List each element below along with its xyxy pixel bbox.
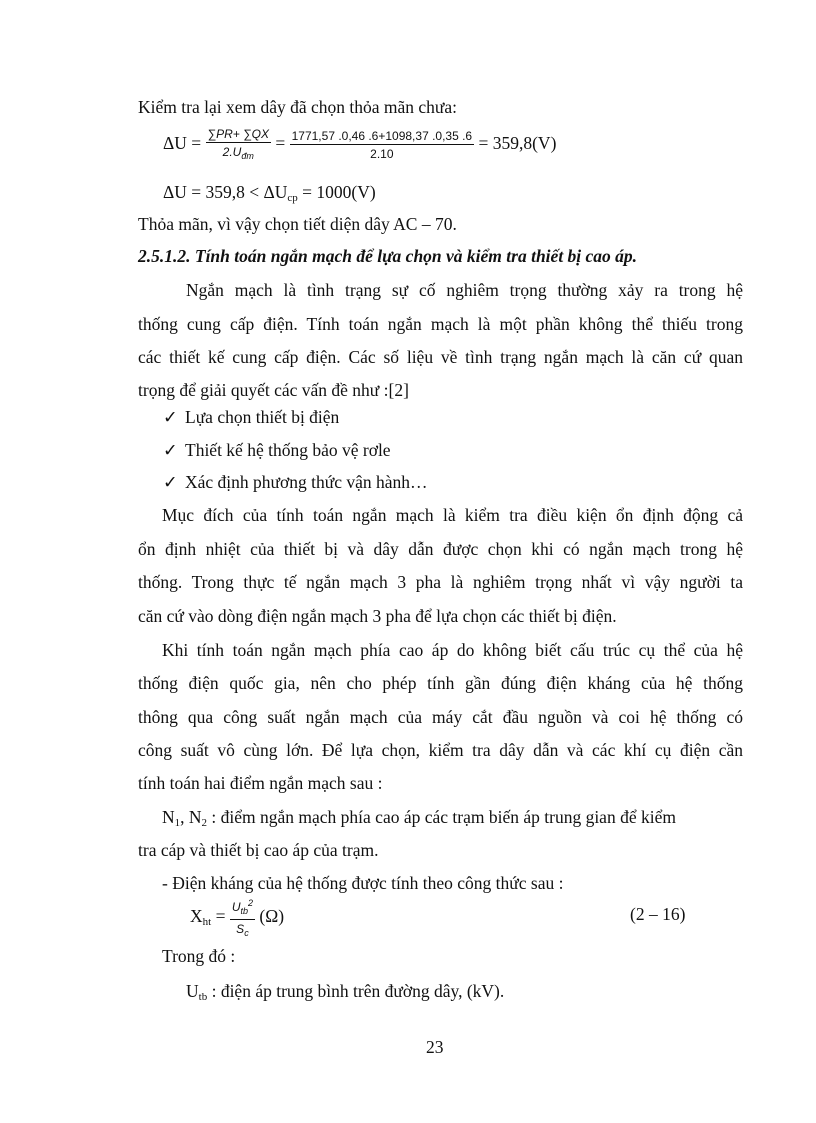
para2-line-2: ổn định nhiệt của thiết bị và dây dẫn được chọn khi có ngắn mạch trong hệ <box>138 539 743 559</box>
eq3-num-u: U <box>231 900 241 914</box>
eq2-part-a: ΔU = 359,8 < ΔU <box>163 182 288 202</box>
para2-line-4: căn cứ vào dòng điện ngắn mạch 3 pha để lựa chọn các thiết bị điện. <box>138 606 617 626</box>
eq1-f1-numerator: ∑PR+ ∑QX <box>207 127 269 141</box>
eq1-fraction-symbolic <box>206 126 271 164</box>
para4-line-1 <box>162 806 743 834</box>
para1-line-3: các thiết kế cung cấp điện. Các số liệu về tình trạng ngắn mạch là căn cứ quan <box>138 347 743 367</box>
eq3-x-sub: ht <box>202 916 212 929</box>
reactance-equation <box>190 895 284 941</box>
eq2-sub: cp <box>287 192 298 204</box>
n2-sub: 2 <box>201 817 208 829</box>
eq3-x: X <box>190 906 203 927</box>
checkmark-icon: ✓ <box>163 440 178 460</box>
eq1-f1-den-text: 2.U <box>222 145 242 159</box>
page-number: 23 <box>426 1037 444 1057</box>
eq3-num-sup: 2 <box>248 898 254 908</box>
conclusion-text: Thỏa mãn, vì vậy chọn tiết diện dây AC – 70. <box>138 214 457 234</box>
para2-line-1: Mục đích của tính toán ngắn mạch là kiểm tra điều kiện ổn định động cả <box>162 505 743 525</box>
section-heading: 2.5.1.2. Tính toán ngắn mạch để lựa chọn và kiểm tra thiết bị cao áp. <box>138 246 638 266</box>
voltage-drop-check <box>163 181 376 209</box>
reactance-intro: - Điện kháng của hệ thống được tính theo công thức sau : <box>162 873 564 893</box>
utb-definition <box>186 980 504 1008</box>
utb-text: : điện áp trung bình trên đường dây, (kV). <box>207 981 505 1001</box>
eq1-fraction-numeric <box>290 128 475 162</box>
eq1-f1-denominator <box>206 143 271 164</box>
checklist-item <box>163 406 339 428</box>
equation-number: (2 – 16) <box>630 904 686 924</box>
checkmark-icon: ✓ <box>163 472 178 492</box>
eq3-den-s: S <box>236 922 245 936</box>
para3-line-5: tính toán hai điểm ngắn mạch sau : <box>138 773 383 793</box>
utb-symbol: U <box>186 981 199 1001</box>
eq3-numerator <box>230 895 255 920</box>
checkmark-icon: ✓ <box>163 407 178 427</box>
eq3-denominator <box>230 920 255 941</box>
para4-line-2: tra cáp và thiết bị cao áp của trạm. <box>138 840 379 860</box>
checklist-label: Thiết kế hệ thống bảo vệ rơle <box>185 440 391 460</box>
para1-line-2: thống cung cấp điện. Tính toán ngắn mạch là một phần không thể thiếu trong <box>138 314 743 334</box>
para1-line-4: trọng để giải quyết các vấn đề như :[2] <box>138 380 409 400</box>
eq1-f2-numerator: 1771,57 .0,46 .6+1098,37 .0,35 .6 <box>291 129 473 143</box>
eq3-num-sub: tb <box>240 906 249 916</box>
eq3-fraction <box>230 895 255 941</box>
eq1-lhs: ΔU = <box>163 133 202 154</box>
n1-sub: 1 <box>174 817 181 829</box>
eq1-f2-denominator: 2.10 <box>370 147 394 161</box>
para3-line-3: thông qua công suất ngắn mạch của máy cắt đầu nguồn và coi hệ thống có <box>138 707 743 727</box>
para3-line-1: Khi tính toán ngắn mạch phía cao áp do không biết cấu trúc cụ thể của hệ <box>162 640 743 660</box>
eq1-rhs: = 359,8(V) <box>478 133 557 154</box>
eq2-part-b: = 1000(V) <box>297 182 376 202</box>
para2-line-3: thống. Trong thực tế ngắn mạch 3 pha là nghiêm trọng nhất vì vậy người ta <box>138 572 743 592</box>
eq3-den-sub: c <box>244 928 249 938</box>
voltage-drop-equation <box>163 126 556 164</box>
n2-symbol: , N <box>180 807 202 827</box>
n1-symbol: N <box>162 807 175 827</box>
where-label: Trong đó : <box>162 946 236 966</box>
eq3-equal: = <box>211 906 226 927</box>
para3-line-2: thống điện quốc gia, nên cho phép tính gần đúng điện kháng của hệ thống <box>138 673 743 693</box>
para4-rest: : điểm ngắn mạch phía cao áp các trạm biến áp trung gian để kiểm <box>207 807 676 827</box>
eq1-equal-sign: = <box>275 133 286 154</box>
checklist-item <box>163 471 428 493</box>
para1-line-1: Ngắn mạch là tình trạng sự cố nghiêm trọng thường xảy ra trong hệ <box>186 280 743 300</box>
checklist-label: Xác định phương thức vận hành… <box>185 472 428 492</box>
para3-line-4: công suất vô cùng lớn. Để lựa chọn, kiểm tra dây dẫn và các khí cụ điện cần <box>138 740 743 760</box>
intro-text: Kiểm tra lại xem dây đã chọn thỏa mãn chưa: <box>138 97 458 117</box>
eq1-f1-den-sub: đm <box>241 151 254 161</box>
eq3-unit: (Ω) <box>259 906 285 927</box>
utb-sub: tb <box>198 991 208 1003</box>
checklist-item <box>163 439 391 461</box>
checklist-label: Lựa chọn thiết bị điện <box>185 407 340 427</box>
